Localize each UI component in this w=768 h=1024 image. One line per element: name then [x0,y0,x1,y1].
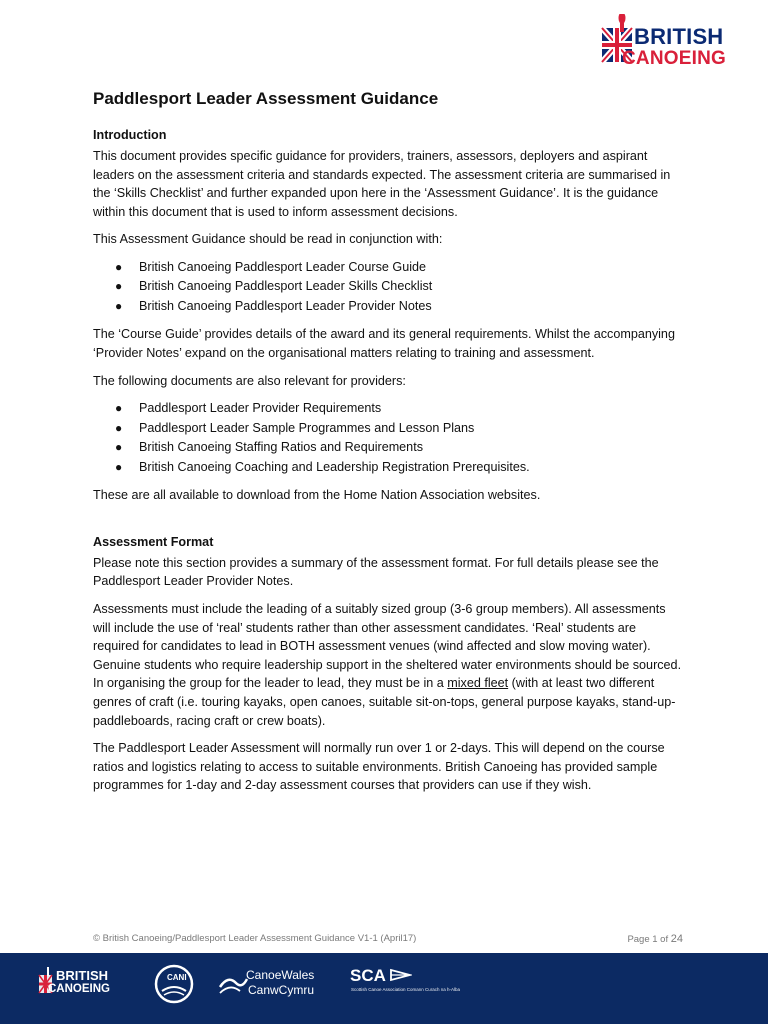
section-spacer [93,514,683,533]
introduction-paragraph-4: The following documents are also relevant for providers: [93,373,406,388]
related-documents-list [93,258,683,317]
introduction-paragraph-3: The ‘Course Guide’ provides details of the award and its general requirements. Whilst the accompanying ‘Provider Notes’ expand on the organisational matters relating to training and assessment. [93,327,675,361]
british-canoeing-footer-logo: BRITISH CANOEING [38,965,118,1005]
list-item: ● British Canoeing Paddlesport Leader Skills Checklist [93,277,683,297]
list-item: ● British Canoeing Paddlesport Leader Provider Notes [93,297,683,317]
document-body [93,88,683,804]
cani-logo: CANI [154,963,200,1005]
document-title: Paddlesport Leader Assessment Guidance [93,89,439,108]
assessment-format-paragraph-3: The Paddlesport Leader Assessment will normally run over 1 or 2-days. This will depend on the course ratios and logistics relating to access to suitable environments. British Canoeing has provided sample programmes for 1-day and 2-day assessment courses that providers can use if they wish. [93,741,665,793]
canoe-wales-logo: CanoeWales CanwCymru [218,967,318,1003]
bullet-icon: ● [115,459,123,474]
scottish-canoe-association-logo: SCA Scottish Canoe Association Comann Curach na h-Alba [350,966,461,992]
introduction-paragraph-2: This Assessment Guidance should be read in conjunction with: [93,232,443,247]
wave-icon [218,969,248,999]
introduction-paragraph-1: This document provides specific guidance for providers, trainers, assessors, deployers and aspirant leaders on the assessment criteria and standards expected. The assessment criteria are summarised in the ‘Skills Checklist’ and further expanded upon here in the ‘Assessment Guidance’. It is the guidance within this document that is used to inform assessment decisions. [93,149,671,219]
introduction-heading: Introduction [93,128,167,142]
introduction-paragraph-5: These are all available to download from the Home Nation Association websites. [93,488,541,503]
logo-text-canoeing: CANOEING [622,48,726,69]
bullet-icon: ● [115,420,123,435]
list-item: ● British Canoeing Paddlesport Leader Course Guide [93,258,683,278]
cani-emblem-icon [154,963,196,1005]
bullet-icon: ● [115,401,123,416]
list-item: ● Paddlesport Leader Provider Requirements [93,399,683,419]
bullet-icon: ● [115,298,123,313]
bullet-icon: ● [115,279,123,294]
assessment-format-paragraph-1: Please note this section provides a summary of the assessment format. For full details please see the Paddlesport Leader Provider Notes. [93,555,659,589]
logo-text-british: BRITISH [634,24,724,49]
copyright-text: © British Canoeing/Paddlesport Leader Assessment Guidance V1-1 (April17) [93,933,417,944]
assessment-format-paragraph-2: Assessments must include the leading of a suitably sized group (3-6 group members). All assessments will include the use of ‘real’ students rather than other assessment candidates. ‘Real’ students are required for candidates to lead in BOTH assessment venues (wind affected and slow moving water). Genuine students who require leadership support in the sheltered water environments should be sourced. In organising the group for the leader to lead, they must be in a mixed fleet (with at least two different genres of craft (i.e. touring kayaks, open canoes, suitable sit-on-tops, general purpose kayaks, stand-up-paddleboards, racing craft or crew boats). [93,602,682,728]
bullet-icon: ● [115,259,123,274]
bullet-icon: ● [115,440,123,455]
british-canoeing-logo [598,14,754,72]
list-item: ● British Canoeing Coaching and Leadership Registration Prerequisites. [93,458,683,478]
page-number: Page 1 of 24 [627,933,683,945]
list-item: ● British Canoeing Staffing Ratios and Requirements [93,438,683,458]
mixed-fleet-text: mixed fleet [447,676,509,691]
list-item: ● Paddlesport Leader Sample Programmes and Lesson Plans [93,419,683,439]
provider-documents-list [93,399,683,477]
assessment-format-heading: Assessment Format [93,534,214,549]
flag-arrow-icon [390,968,412,982]
footer-logo-band [0,953,768,1024]
